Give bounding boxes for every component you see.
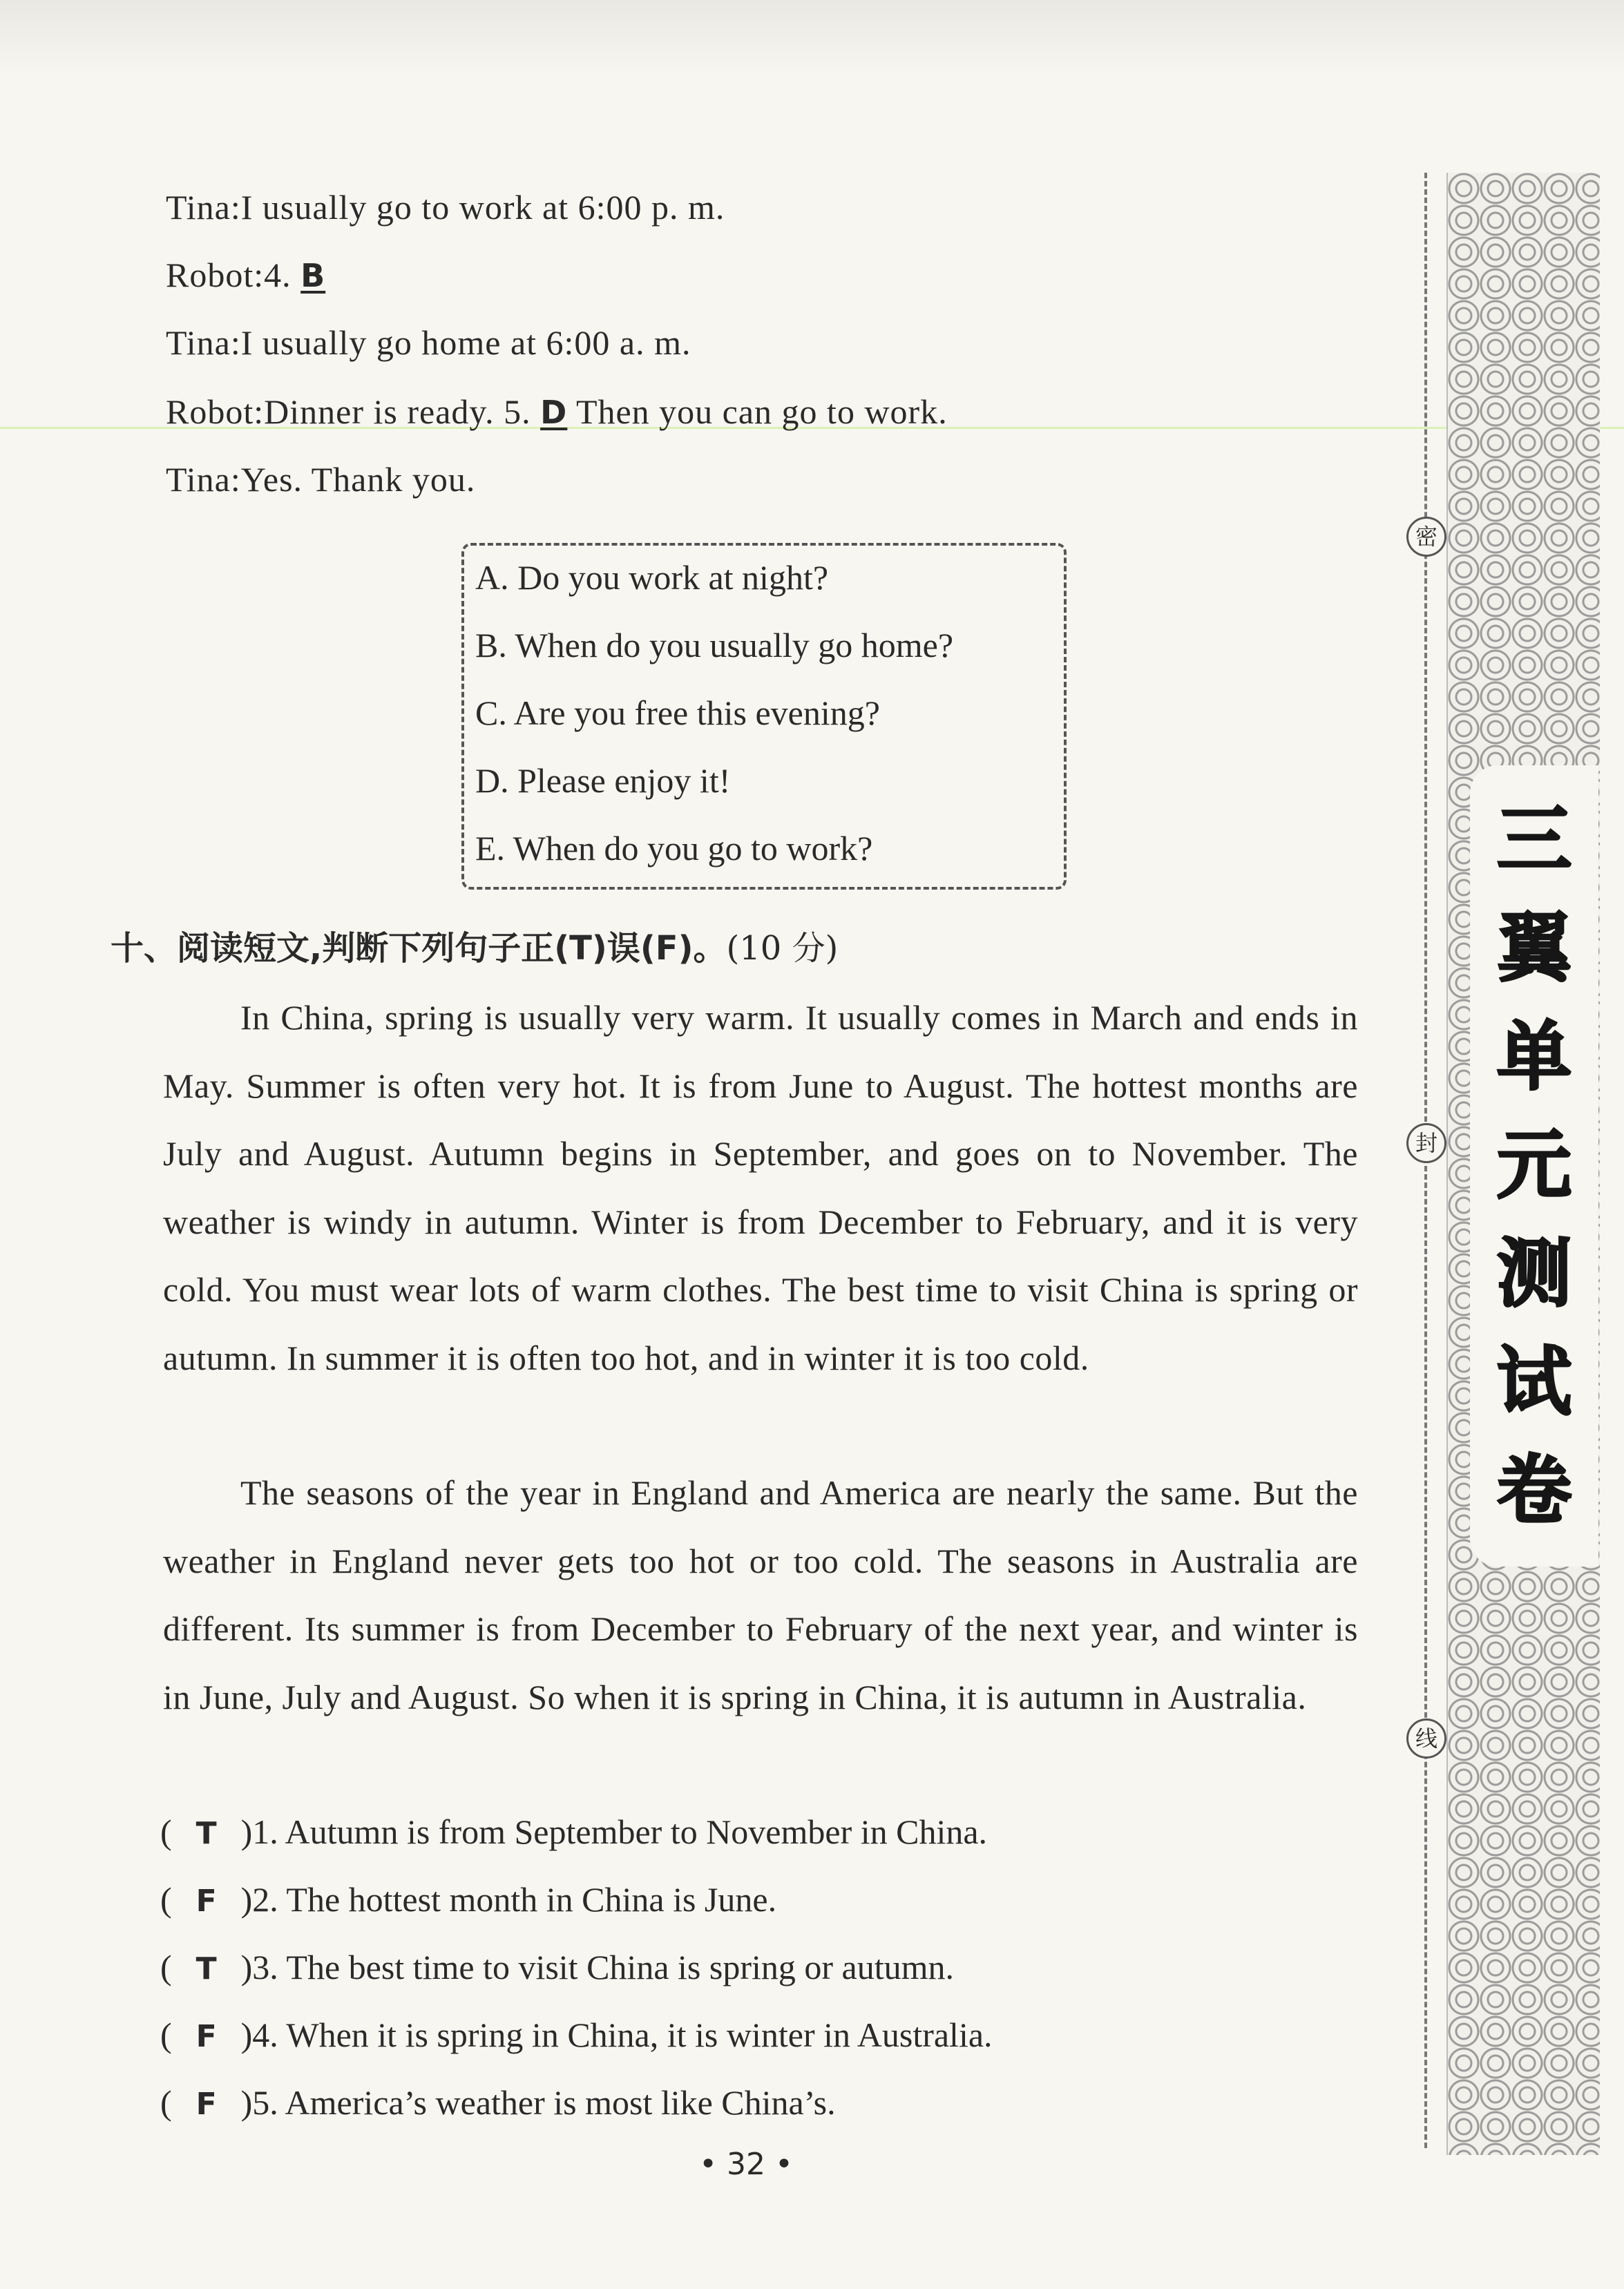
question-text: )3. The best time to visit China is spring or autumn. (240, 1948, 954, 1986)
speaker: Tina (166, 460, 231, 499)
passage-paragraph-1: In China, spring is usually very warm. It usually comes in March and ends in May. Summer is often very hot. It is from June to August. The hottest months are July and August. Autumn begins in September, and goes on to November. The weather is windy in autumn. Winter is from December to February, and it is very cold. You must wear lots of warm clothes. The best time to visit China is spring or autumn. In summer it is often too hot, and in winter it is too cold. (163, 998, 1358, 1377)
title-char: 试 (1496, 1339, 1572, 1426)
option-b: B. When do you usually go home? (475, 626, 954, 664)
question-1: ( T )1. Autumn is from September to November in China. (160, 1811, 987, 1855)
section-points: (10 分) (726, 929, 839, 968)
seal-feng-label: 封 (1406, 1123, 1446, 1163)
dialogue-text: Yes. Thank you. (240, 460, 476, 499)
option-e: E. When do you go to work? (475, 829, 873, 868)
title-char: 翼 (1496, 905, 1572, 992)
dialogue-line-2: Robot:4. B (166, 256, 326, 294)
question-text: )2. The hottest month in China is June. (240, 1880, 777, 1919)
dialogue-line-4: Robot:Dinner is ready. 5. D Then you can go to work. (166, 392, 948, 431)
title-char: 单 (1496, 1013, 1572, 1100)
answer-mark: F (195, 2087, 217, 2122)
option-d: D. Please enjoy it! (475, 761, 731, 800)
dialogue-line-5: Tina:Yes. Thank you. (166, 460, 476, 499)
answer-mark: T (195, 1951, 217, 1986)
dialogue-text: Then you can go to work. (575, 392, 948, 431)
speaker: Robot (166, 256, 254, 294)
dialogue-text: I usually go to work at 6:00 p. m. (240, 188, 725, 227)
filled-answer: B (300, 257, 326, 294)
section-heading (111, 924, 838, 973)
section-title: 十、阅读短文,判断下列句子正(T)误(F)。 (111, 929, 727, 968)
dialogue-line-3: Tina:I usually go home at 6:00 a. m. (166, 323, 691, 362)
answer-mark: F (195, 2019, 217, 2054)
blank-number: 4. (264, 256, 292, 294)
question-3: ( T )3. The best time to visit China is spring or autumn. (160, 1946, 954, 1990)
vertical-title (1470, 765, 1598, 1567)
question-4: ( F )4. When it is spring in China, it is winter in Australia. (160, 2014, 993, 2058)
question-text: )4. When it is spring in China, it is winter in Australia. (240, 2015, 993, 2054)
speaker: Robot (166, 392, 254, 431)
option-c: C. Are you free this evening? (475, 693, 880, 732)
seal-mi-label: 密 (1406, 517, 1446, 557)
question-text: )1. Autumn is from September to November in China. (240, 1812, 988, 1851)
option-a: A. Do you work at night? (475, 558, 829, 597)
question-2: ( F )2. The hottest month in China is June. (160, 1879, 776, 1922)
dialogue-text: Dinner is ready. 5. (264, 392, 531, 431)
dialogue-text: I usually go home at 6:00 a. m. (240, 323, 691, 362)
title-char: 测 (1496, 1231, 1572, 1318)
question-text: )5. America’s weather is most like China’s. (240, 2083, 836, 2122)
title-char: 卷 (1496, 1448, 1572, 1535)
answer-mark: F (195, 1884, 217, 1919)
scan-top-band (0, 0, 1624, 76)
dialogue-line-1: Tina:I usually go to work at 6:00 p. m. (166, 188, 725, 227)
speaker: Tina (166, 323, 231, 362)
page-number: • 32 • (699, 2147, 793, 2182)
seal-xian-label: 线 (1406, 1718, 1446, 1759)
filled-answer: D (540, 394, 568, 431)
passage-paragraph-2: The seasons of the year in England and America are nearly the same. But the weather in England never gets too hot or too cold. The seasons in Australia are different. Its summer is from December to February of the next year, and winter is in June, July and August. So when it is spring in China, it is autumn in Australia. (163, 1473, 1358, 1716)
question-5: ( F )5. America’s weather is most like China’s. (160, 2082, 836, 2125)
title-char: 三 (1496, 796, 1572, 883)
answer-mark: T (195, 1816, 217, 1851)
title-char: 元 (1496, 1122, 1572, 1209)
speaker: Tina (166, 188, 231, 227)
